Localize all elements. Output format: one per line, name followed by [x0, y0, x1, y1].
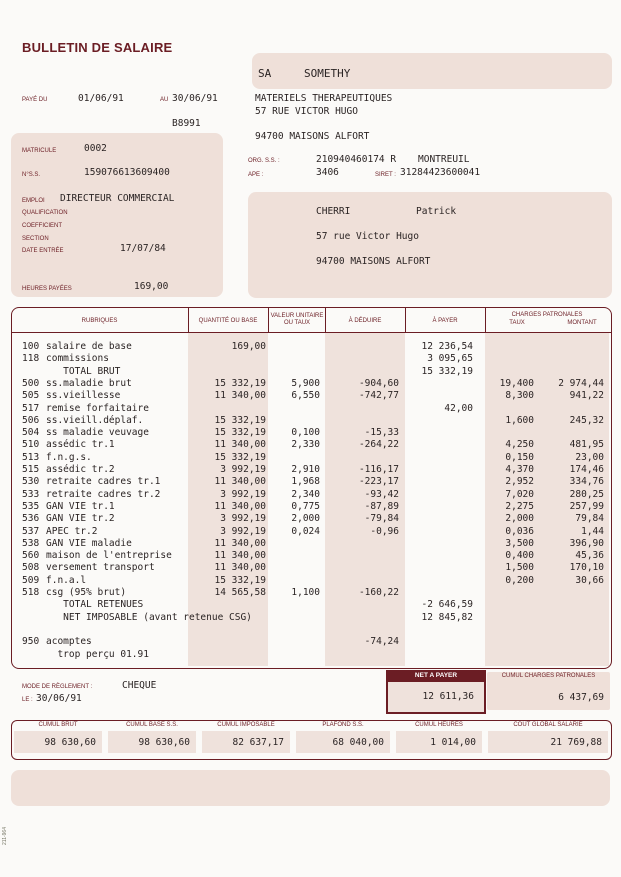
bottom-panel	[11, 770, 610, 806]
row-valeur: 0,024	[291, 525, 320, 537]
row-taux: 3,500	[505, 537, 534, 549]
nss-label: N°S.S.	[22, 172, 41, 178]
row-valeur: 2,340	[291, 488, 320, 500]
cumul-charges-value: 6 437,69	[558, 692, 604, 703]
row-deduire: -15,33	[364, 427, 399, 439]
employer-name: SOMETHY	[304, 67, 351, 80]
row-code: 100	[22, 341, 40, 352]
row-code: 504	[22, 427, 40, 439]
emploi-value: DIRECTEUR COMMERCIAL	[60, 193, 175, 204]
row-taux: 4,250	[505, 439, 534, 451]
row-label: remise forfaitaire	[46, 402, 149, 414]
row-quantite: 11 340,00	[214, 550, 266, 562]
row-payer: 15 332,19	[421, 365, 473, 377]
row-taux: 0,036	[505, 525, 534, 537]
header-payer: À PAYER	[432, 318, 458, 324]
row-code: 518	[22, 587, 40, 598]
row-code: 538	[22, 537, 40, 549]
row-label: retraite cadres tr.1	[46, 476, 161, 488]
row-deduire: -74,24	[364, 636, 399, 648]
paye-du-label: PAYÉ DU	[22, 97, 48, 103]
row-code: 508	[22, 562, 40, 574]
row-code: 513	[22, 451, 40, 463]
row-deduire: -93,42	[364, 488, 399, 500]
row-code: 509	[22, 574, 40, 586]
siret-value: 31284423600041	[400, 167, 481, 178]
header-quantite: QUANTITÉ OU BASE	[198, 318, 258, 324]
row-label: ss.maladie brut	[46, 377, 132, 389]
row-code: 530	[22, 476, 40, 488]
row-quantite: 11 340,00	[214, 390, 266, 402]
row-label: f.n.a.l	[46, 574, 87, 586]
row-label: GAN VIE maladie	[46, 537, 132, 549]
employer-line1: MATERIELS THERAPEUTIQUES	[255, 93, 393, 104]
header-valeur: VALEUR UNITAIRE OU TAUX	[270, 313, 324, 326]
row-deduire: -264,22	[358, 439, 399, 451]
row-quantite: 11 340,00	[214, 537, 266, 549]
row-code: 950	[22, 636, 40, 648]
row-code: 505	[22, 390, 40, 402]
row-label: assédic tr.1	[46, 439, 115, 451]
row-taux: 0,200	[505, 574, 534, 586]
row-valeur: 2,330	[291, 439, 320, 451]
employer-prefix: SA	[258, 67, 272, 80]
row-payer: 3 095,65	[427, 353, 473, 365]
row-taux: 2,000	[505, 513, 534, 525]
cumul-value: 1 014,00	[430, 737, 476, 748]
row-code: 535	[22, 500, 40, 512]
row-montant: 280,25	[569, 488, 604, 500]
header-charges: CHARGES PATRONALES	[511, 312, 583, 318]
ape-value: 3406	[316, 167, 339, 178]
row-deduire: -160,22	[358, 587, 399, 598]
row-payer: 12 845,82	[421, 611, 473, 623]
row-code: 536	[22, 513, 40, 525]
row-taux: 2,275	[505, 500, 534, 512]
row-deduire: -742,77	[358, 390, 399, 402]
heures-value: 169,00	[134, 281, 169, 292]
cumul-value: 68 040,00	[332, 737, 384, 748]
row-montant: 481,95	[569, 439, 604, 451]
employee-lastname: CHERRI	[316, 206, 351, 217]
header-taux: TAUX	[509, 320, 525, 326]
row-montant: 170,10	[569, 562, 604, 574]
employee-firstname: Patrick	[416, 206, 457, 217]
heures-label: HEURES PAYÉES	[22, 286, 72, 292]
row-valeur: 2,000	[291, 513, 320, 525]
row-label: GAN VIE tr.1	[46, 500, 115, 512]
employee-address2: 94700 MAISONS ALFORT	[316, 256, 431, 267]
employer-line2: 57 RUE VICTOR HUGO	[255, 106, 358, 117]
row-quantite: 3 992,19	[220, 488, 266, 500]
nss-value: 159076613609400	[84, 167, 170, 178]
qualification-label: QUALIFICATION	[22, 210, 68, 216]
row-label: TOTAL BRUT	[46, 365, 121, 377]
row-quantite: 14 565,58	[214, 587, 266, 598]
row-montant: 45,36	[575, 550, 604, 562]
row-code: 500	[22, 377, 40, 389]
row-quantite: 11 340,00	[214, 562, 266, 574]
row-quantite: 15 332,19	[214, 574, 266, 586]
row-label: TOTAL RETENUES	[46, 599, 144, 611]
header-rubriques: RUBRIQUES	[81, 318, 118, 324]
row-label: maison de l'entreprise	[46, 550, 172, 562]
row-payer: -2 646,59	[421, 599, 473, 611]
le-value: 30/06/91	[36, 693, 82, 704]
row-taux: 0,400	[505, 550, 534, 562]
section-label: SECTION	[22, 236, 49, 242]
siret-label: SIRET :	[375, 172, 396, 178]
row-code: 560	[22, 550, 40, 562]
row-label: ss.vieillesse	[46, 390, 121, 402]
date-entree-value: 17/07/84	[120, 243, 166, 254]
row-code: 118	[22, 353, 40, 365]
row-montant: 1,44	[581, 525, 604, 537]
employee-address1: 57 rue Victor Hugo	[316, 231, 419, 242]
row-label: retraite cadres tr.2	[46, 488, 161, 500]
row-valeur: 1,968	[291, 476, 320, 488]
employer-line3: 94700 MAISONS ALFORT	[255, 131, 370, 142]
matricule-value: 0002	[84, 143, 107, 154]
cumul-value: 82 637,17	[232, 737, 284, 748]
row-quantite: 11 340,00	[214, 476, 266, 488]
org-ss-label: ORG. S.S. :	[248, 158, 280, 164]
au-value: 30/06/91	[172, 93, 218, 104]
net-a-payer-label: NET A PAYER	[386, 670, 486, 682]
cumul-label: PLAFOND S.S.	[322, 722, 364, 728]
cumul-value: 21 769,88	[550, 737, 602, 748]
row-montant: 334,76	[569, 476, 604, 488]
row-taux: 4,370	[505, 464, 534, 475]
row-deduire: -87,89	[364, 500, 399, 512]
row-taux: 1,500	[505, 562, 534, 574]
row-label: f.n.g.s.	[46, 451, 92, 463]
row-taux: 0,150	[505, 451, 534, 463]
row-valeur: 5,900	[291, 377, 320, 389]
row-valeur: 0,775	[291, 500, 320, 512]
cumul-label: CUMUL IMPOSABLE	[217, 722, 275, 728]
row-label: NET IMPOSABLE (avant retenue CSG)	[46, 611, 252, 623]
row-payer: 42,00	[444, 402, 473, 414]
cumul-label: CUMUL BASE S.S.	[126, 722, 178, 728]
row-taux: 7,020	[505, 488, 534, 500]
row-quantite: 3 992,19	[220, 513, 266, 525]
document-title: BULLETIN DE SALAIRE	[22, 40, 173, 55]
row-quantite: 3 992,19	[220, 525, 266, 537]
row-deduire: -904,60	[358, 377, 399, 389]
row-taux: 8,300	[505, 390, 534, 402]
row-valeur: 2,910	[291, 464, 320, 475]
row-montant: 396,90	[569, 537, 604, 549]
mode-value: CHEQUE	[122, 680, 157, 691]
row-label: salaire de base	[46, 341, 132, 352]
row-code: 515	[22, 464, 40, 475]
cumul-label: CUMUL BRUT	[38, 722, 78, 728]
row-label: commissions	[46, 353, 109, 365]
row-montant: 257,99	[569, 500, 604, 512]
row-label: ss.vieill.déplaf.	[46, 414, 144, 426]
le-label: LE :	[22, 697, 33, 703]
row-quantite: 169,00	[231, 341, 266, 352]
row-label: APEC tr.2	[46, 525, 98, 537]
row-label: versement transport	[46, 562, 155, 574]
cumul-value: 98 630,60	[138, 737, 190, 748]
row-quantite: 3 992,19	[220, 464, 266, 475]
au-label: AU	[160, 97, 169, 103]
emploi-label: EMPLOI	[22, 198, 45, 204]
row-montant: 245,32	[569, 414, 604, 426]
row-taux: 1,600	[505, 414, 534, 426]
paye-du-value: 01/06/91	[78, 93, 124, 104]
cumul-label: CUMUL HEURES	[415, 722, 463, 728]
row-deduire: -0,96	[370, 525, 399, 537]
row-payer: 12 236,54	[421, 341, 473, 352]
row-label: GAN VIE tr.2	[46, 513, 115, 525]
row-code: 506	[22, 414, 40, 426]
header-montant: MONTANT	[567, 320, 597, 326]
row-valeur: 1,100	[291, 587, 320, 598]
row-taux: 19,400	[499, 377, 534, 389]
row-valeur: 0,100	[291, 427, 320, 439]
org-city: MONTREUIL	[418, 154, 470, 165]
cumul-label: COÛT GLOBAL SALARIÉ	[513, 722, 583, 728]
row-quantite: 15 332,19	[214, 414, 266, 426]
row-montant: 79,84	[575, 513, 604, 525]
cumul-charges-label: CUMUL CHARGES PATRONALES	[501, 673, 596, 679]
side-code: 211-964	[2, 827, 8, 845]
ape-label: APE :	[248, 172, 264, 178]
matricule-label: MATRICULE	[22, 148, 57, 154]
row-quantite: 11 340,00	[214, 439, 266, 451]
row-montant: 30,66	[575, 574, 604, 586]
row-label: acomptes	[46, 636, 92, 648]
row-label: trop perçu 01.91	[46, 648, 149, 660]
row-montant: 941,22	[569, 390, 604, 402]
coefficient-label: COEFFICIENT	[22, 223, 62, 229]
row-label: csg (95% brut)	[46, 587, 127, 598]
header-deduire: À DÉDUIRE	[348, 318, 382, 324]
row-deduire: -116,17	[358, 464, 399, 475]
org-ss-value: 210940460174 R	[316, 154, 397, 165]
row-quantite: 15 332,19	[214, 427, 266, 439]
row-code: 533	[22, 488, 40, 500]
row-quantite: 15 332,19	[214, 451, 266, 463]
row-quantite: 15 332,19	[214, 377, 266, 389]
cumul-value: 98 630,60	[44, 737, 96, 748]
document-code: B8991	[172, 118, 201, 129]
row-deduire: -223,17	[358, 476, 399, 488]
row-montant: 174,46	[569, 464, 604, 475]
row-quantite: 11 340,00	[214, 500, 266, 512]
net-a-payer-value: 12 611,36	[422, 691, 474, 702]
row-montant: 2 974,44	[558, 377, 604, 389]
row-code: 517	[22, 402, 40, 414]
row-code: 510	[22, 439, 40, 451]
row-taux: 2,952	[505, 476, 534, 488]
row-valeur: 6,550	[291, 390, 320, 402]
mode-label: MODE DE RÈGLEMENT :	[22, 684, 93, 690]
row-code: 537	[22, 525, 40, 537]
row-deduire: -79,84	[364, 513, 399, 525]
row-label: ss maladie veuvage	[46, 427, 149, 439]
date-entree-label: DATE ENTRÉE	[22, 248, 64, 254]
row-label: assédic tr.2	[46, 464, 115, 475]
row-montant: 23,00	[575, 451, 604, 463]
